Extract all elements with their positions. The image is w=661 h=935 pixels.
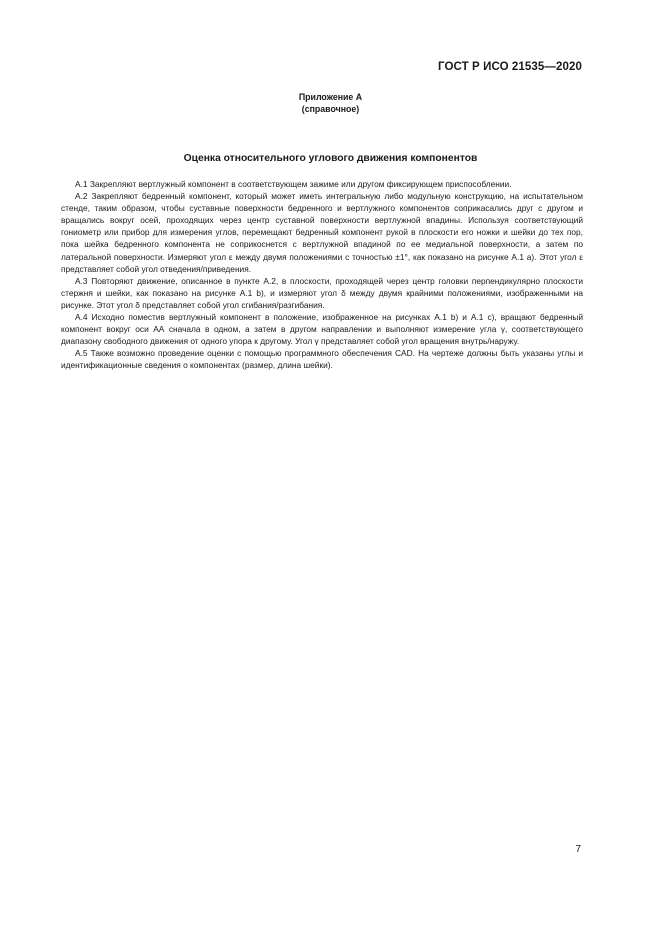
annex-title: Приложение А: [298, 92, 363, 102]
annex-subtitle: (справочное): [301, 104, 360, 114]
paragraph-a1: А.1 Закрепляют вертлужный компонент в соответствующем зажиме или другом фиксирующем приспособлении.: [75, 179, 512, 189]
paragraph-a4: А.4 Исходно поместив вертлужный компонент в положение, изображенное на рисунках А.1 b) и А.1 с), вращают бедренный компонент вокруг оси АА сначала в одном, а затем в другом направлении и выполняют измерение угла γ, соответствующего диапазону свободного движения от одного упора к другому. Угол γ представляет собой угол вращения внутрь/наружу.: [61, 312, 583, 347]
annex-heading: [0, 91, 661, 115]
paragraph-a5: А.5 Также возможно проведение оценки с помощью программного обеспечения CAD. На чертеже должны быть указаны углы и идентификационные сведения о компонентах (размер, длина шейки).: [61, 348, 583, 371]
page-number: 7: [575, 844, 581, 855]
section-title: Оценка относительного углового движения компонентов: [183, 153, 478, 164]
body-text: [61, 178, 583, 372]
document-code: ГОСТ Р ИСО 21535—2020: [437, 61, 582, 73]
paragraph-a3: А.3 Повторяют движение, описанное в пункте А.2, в плоскости, проходящей через центр головки перпендикулярно плоскости стержня и шейки, как показано на рисунке А.1 b), и измеряют угол δ между двумя крайними положениями, изображенными на рисунке. Этот угол δ представляет собой угол сгибания/разгибания.: [61, 275, 583, 310]
paragraph-a2: А.2 Закрепляют бедренный компонент, который может иметь интегральную либо модульную конструкцию, на испытательном стенде, таким образом, чтобы суставные поверхности бедренного и вертлужного компонентов соприкасались друг с другом и вращались вокруг осей, проходящих через центр суставной поверхности вертлужной впадины. Используя соответствующий гониометр или прибор для измерения углов, перемещают бедренный компонент рукой в плоскости его ножки и шейки до тех пор, пока шейка бедренного компонента не соприкоснется с вертлужной впадиной по ее медиальной поверхности, а затем по латеральной поверхности. Измеряют угол ε между двумя положениями с точностью ±1°, как показано на рисунке А.1 а). Этот угол ε представляет собой угол отведения/приведения.: [61, 191, 583, 274]
